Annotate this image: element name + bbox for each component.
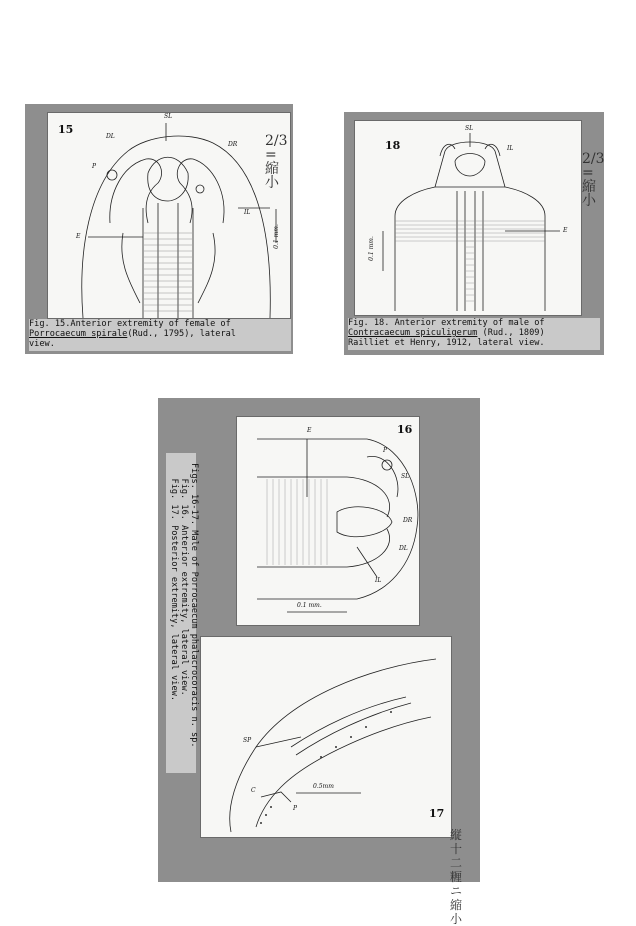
fig-17-drawing <box>201 637 451 837</box>
fig-17-label-c: C <box>251 787 256 794</box>
fig-15-label-p: P <box>92 163 97 170</box>
fig-16-label-sl: SL <box>401 473 410 480</box>
fig-15-label-e: E <box>76 233 81 240</box>
fig-18-caption-line3: Railliet et Henry, 1912, lateral view. <box>348 338 545 348</box>
fig-16-scale-label: 0.1 mm. <box>297 602 322 609</box>
fig-15-caption <box>29 319 291 351</box>
plate-fig-15 <box>25 104 293 354</box>
fig-15-caption-line2-rest: (Rud., 1795), lateral <box>127 329 236 339</box>
fig-15-label-dr: DR <box>228 141 238 148</box>
fig-15-scale-label: 0.1 mm. <box>272 224 280 249</box>
figs-16-17-caption <box>169 463 199 763</box>
fig-18-label-sl: SL <box>465 125 474 132</box>
fig-17-label-p: P <box>293 805 298 812</box>
fig-16-number: 16 <box>397 423 413 436</box>
fig-15-drawing-sheet <box>47 112 291 319</box>
fig-18-handwritten-note: 2/3 =縮小 <box>582 151 605 209</box>
fig-16-label-e: E <box>307 427 312 434</box>
fig-16-drawing-sheet <box>236 416 420 626</box>
fig-18-scale-label: 0.1 mm. <box>367 236 375 261</box>
figs-16-17-caption-line3: Fig. 17. Posterior extremity, lateral view. <box>169 463 179 701</box>
fig-18-caption-line2-rest: (Rud., 1809) <box>477 328 545 338</box>
fig-15-drawing <box>48 113 290 318</box>
fig-18-drawing <box>355 121 581 315</box>
fig-18-caption-line1: Fig. 18. Anterior extremity of male of <box>348 318 545 328</box>
fig-16-label-p: P <box>383 447 388 454</box>
fig-15-caption-species: Porrocaecum spirale <box>29 329 128 339</box>
fig-18-label-e: E <box>563 227 568 234</box>
fig-18-drawing-sheet <box>354 120 582 316</box>
figs-16-17-caption-line2: Fig. 16. Anterior extremity, lateral view. <box>179 463 189 696</box>
fig-16-drawing <box>237 417 419 625</box>
fig-17-label-sp: SP <box>243 737 252 744</box>
fig-15-label-sl: SL <box>164 113 173 120</box>
fig-15-label-dl: DL <box>106 133 115 140</box>
figs-16-17-handwritten-note: 縦十二糎ニ縮小 <box>450 828 463 926</box>
figs-16-17-caption-line1: Figs. 16-17. Male of Porrocaecum phalacrocoracis n. sp. <box>189 463 199 748</box>
fig-16-label-dr: DR <box>403 517 413 524</box>
fig-18-label-il: IL <box>507 145 514 152</box>
plate-fig-18 <box>344 112 604 355</box>
fig-18-number: 18 <box>385 139 401 152</box>
fig-17-scale-label: 0.5mm <box>313 783 334 790</box>
fig-16-label-il: IL <box>375 577 382 584</box>
fig-15-caption-line1: Fig. 15.Anterior extremity of female of <box>29 319 231 329</box>
fig-15-handwritten-note: 2/3 =縮小 <box>265 133 288 191</box>
fig-18-caption-species: Contracaecum spiculigerum <box>348 328 478 338</box>
fig-17-number: 17 <box>429 807 445 820</box>
fig-15-number: 15 <box>58 123 74 136</box>
plate-figs-16-17 <box>158 398 480 926</box>
fig-18-caption <box>348 318 600 350</box>
fig-15-caption-line3: view. <box>29 339 55 349</box>
fig-17-drawing-sheet <box>200 636 452 838</box>
fig-16-label-dl: DL <box>399 545 408 552</box>
figs-16-17-caption-strip <box>166 453 199 773</box>
fig-15-label-il: IL <box>244 209 251 216</box>
